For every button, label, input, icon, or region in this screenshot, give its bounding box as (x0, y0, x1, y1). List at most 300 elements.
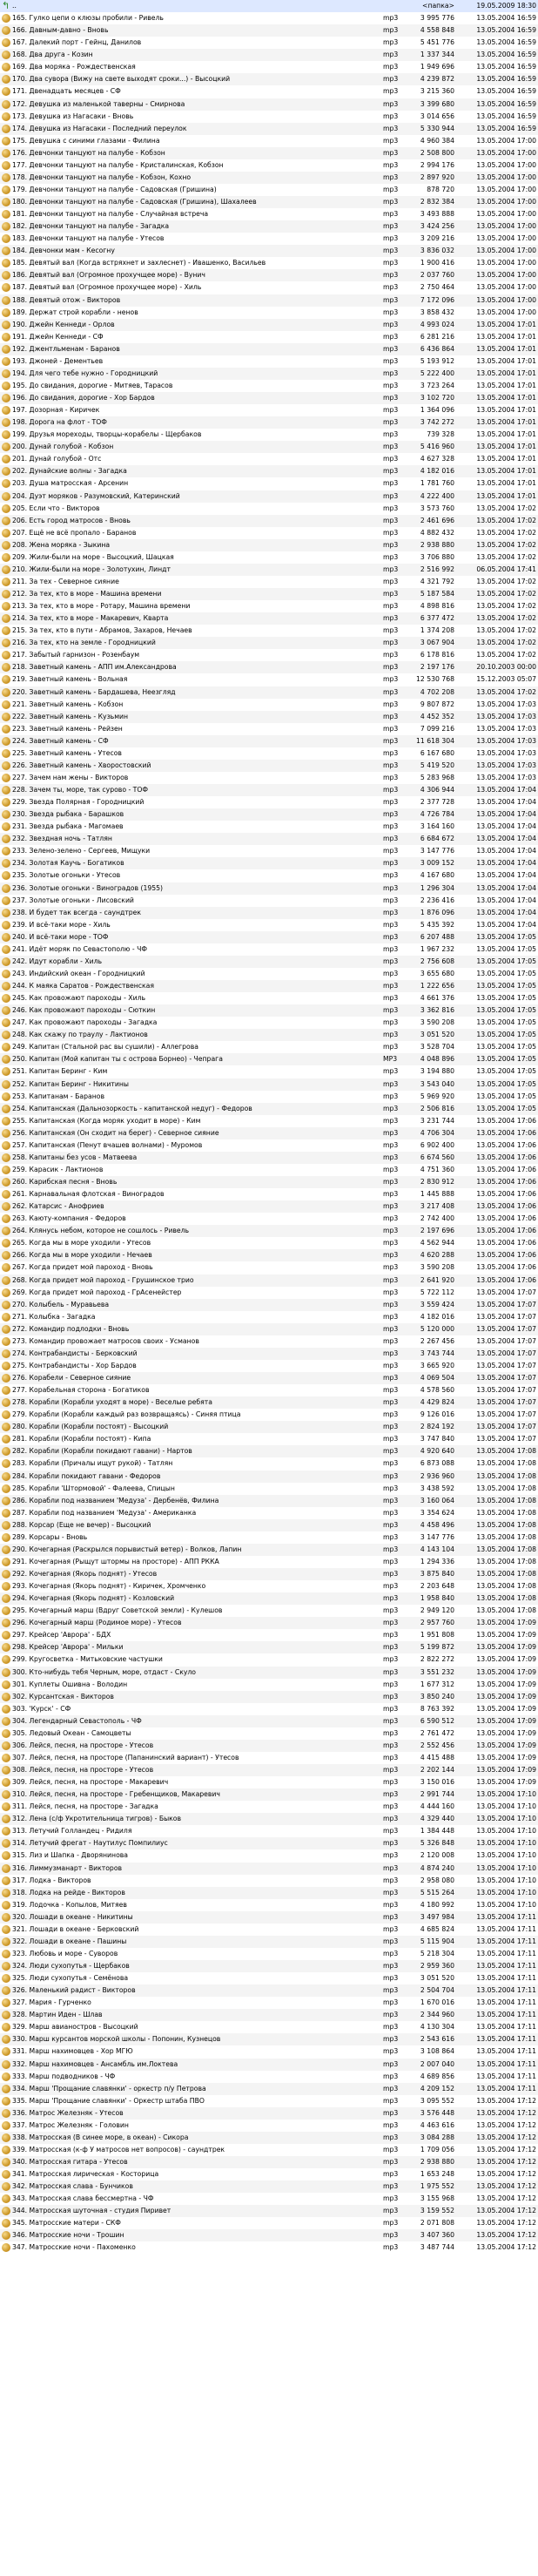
file-row[interactable] (0, 1188, 538, 1200)
file-date: 13.05.2004 17:11 (476, 1986, 536, 1995)
audio-file-icon (2, 835, 10, 843)
file-row[interactable] (0, 711, 538, 723)
file-row[interactable] (0, 2033, 538, 2045)
file-size: 6 873 088 (420, 1459, 454, 1468)
file-size: 1 781 760 (420, 479, 454, 488)
file-size: 3 160 064 (420, 1496, 454, 1504)
file-row[interactable] (0, 1323, 538, 1335)
file-ext: mp3 (383, 1778, 399, 1787)
file-row[interactable] (0, 1641, 538, 1653)
file-name: 298. Крейсер 'Аврора' - Мильки (12, 1643, 124, 1652)
audio-file-icon (2, 1521, 10, 1530)
file-row[interactable] (0, 111, 538, 123)
file-row[interactable] (0, 257, 538, 269)
file-name: 214. За тех, кто в море - Макаревич, Кварта (12, 614, 169, 623)
file-row[interactable] (0, 429, 538, 441)
file-date: 13.05.2004 17:05 (476, 1031, 536, 1039)
file-row[interactable] (0, 1849, 538, 1862)
file-row[interactable] (0, 1029, 538, 1041)
file-row[interactable] (0, 294, 538, 307)
file-row[interactable] (0, 968, 538, 980)
file-row[interactable] (0, 465, 538, 477)
file-row[interactable] (0, 2107, 538, 2120)
file-name: 319. Лодочка - Копылов, Митяев (12, 1900, 127, 1909)
file-row[interactable] (0, 2156, 538, 2168)
file-row[interactable] (0, 2217, 538, 2229)
file-row[interactable] (0, 1299, 538, 1311)
file-row[interactable] (0, 637, 538, 649)
file-ext: mp3 (383, 1288, 399, 1296)
file-date: 13.05.2004 16:59 (476, 63, 536, 71)
file-ext: mp3 (383, 1227, 399, 1235)
file-row[interactable] (0, 1703, 538, 1715)
file-row[interactable] (0, 1421, 538, 1433)
file-row[interactable] (0, 220, 538, 233)
file-size: 6 436 864 (420, 344, 454, 353)
file-ext: mp3 (383, 1128, 399, 1137)
file-row[interactable] (0, 1875, 538, 1887)
file-row[interactable] (0, 1629, 538, 1641)
file-row[interactable] (0, 172, 538, 184)
file-row[interactable] (0, 1311, 538, 1323)
file-row[interactable] (0, 1592, 538, 1605)
file-size: 6 167 680 (420, 748, 454, 757)
file-name: .. (12, 2, 17, 10)
file-row[interactable] (0, 1103, 538, 1115)
file-row[interactable] (0, 1017, 538, 1029)
file-date: 13.05.2004 17:08 (476, 1520, 536, 1529)
file-row[interactable] (0, 196, 538, 208)
file-row[interactable] (0, 1396, 538, 1409)
audio-file-icon (2, 1153, 10, 1162)
file-row[interactable] (0, 2071, 538, 2083)
file-row[interactable] (0, 1691, 538, 1703)
file-row[interactable] (0, 1445, 538, 1457)
file-row[interactable] (0, 343, 538, 355)
file-row[interactable] (0, 453, 538, 465)
file-date: 19.05.2009 18:30 (476, 2, 536, 10)
file-row[interactable] (0, 980, 538, 992)
audio-file-icon (2, 1018, 10, 1027)
file-row[interactable] (0, 1384, 538, 1396)
file-row[interactable] (0, 1433, 538, 1445)
file-size: 2 377 728 (420, 798, 454, 807)
file-row[interactable] (0, 796, 538, 808)
file-row[interactable] (0, 380, 538, 392)
file-name: 274. Контрабандисты - Берковский (12, 1349, 138, 1357)
file-row[interactable] (0, 331, 538, 343)
file-name: 172. Девушка из маленькой таверны - Смирнова (12, 99, 185, 108)
file-name: 209. Жили-были на море - Высоцкий, Шацкая (12, 552, 174, 561)
file-date: 13.05.2004 17:05 (476, 1092, 536, 1100)
file-row[interactable] (0, 1972, 538, 1984)
file-name: 330. Марш курсантов морской школы - Попонин, Кузнецов (12, 2035, 221, 2044)
file-row[interactable] (0, 833, 538, 845)
file-row[interactable] (0, 2193, 538, 2205)
file-name: 341. Матросская лирическая - Косторица (12, 2170, 159, 2179)
audio-file-icon (2, 443, 10, 451)
file-row[interactable] (0, 1091, 538, 1103)
audio-file-icon (2, 871, 10, 880)
file-row[interactable] (0, 1078, 538, 1091)
file-row[interactable] (0, 2021, 538, 2033)
file-row[interactable] (0, 1139, 538, 1152)
file-row[interactable] (0, 135, 538, 147)
file-ext: mp3 (383, 430, 399, 439)
file-row[interactable] (0, 723, 538, 735)
file-name: 181. Девчонки танцуют на палубе - Случайная встреча (12, 210, 209, 219)
file-ext: mp3 (383, 920, 399, 929)
file-row[interactable] (0, 477, 538, 490)
audio-file-icon (2, 333, 10, 341)
file-row[interactable] (0, 931, 538, 943)
file-name: 313. Летучий Голландец - Ридиля (12, 1827, 132, 1836)
file-row[interactable] (0, 1053, 538, 1065)
file-row[interactable] (0, 73, 538, 85)
file-row[interactable] (0, 1667, 538, 1679)
file-row[interactable] (0, 1531, 538, 1544)
file-ext: mp3 (383, 1496, 399, 1504)
file-size: 4 222 400 (420, 491, 454, 500)
file-row[interactable] (0, 441, 538, 453)
file-row[interactable] (0, 1997, 538, 2009)
file-row[interactable] (0, 245, 538, 257)
file-row[interactable] (0, 233, 538, 245)
file-row[interactable] (0, 2095, 538, 2107)
file-row[interactable] (0, 1164, 538, 1176)
file-row[interactable] (0, 992, 538, 1004)
file-row[interactable] (0, 2241, 538, 2254)
file-size: 2 071 808 (420, 2219, 454, 2228)
file-row[interactable] (0, 588, 538, 600)
parent-folder-row[interactable] (0, 0, 538, 12)
audio-file-icon (2, 1472, 10, 1481)
file-date: 13.05.2004 17:10 (476, 1802, 536, 1811)
file-row[interactable] (0, 747, 538, 760)
file-row[interactable] (0, 12, 538, 24)
file-row[interactable] (0, 1348, 538, 1360)
file-row[interactable] (0, 98, 538, 111)
file-date: 13.05.2004 17:07 (476, 1300, 536, 1308)
file-row[interactable] (0, 1495, 538, 1507)
file-row[interactable] (0, 24, 538, 37)
file-row[interactable] (0, 1213, 538, 1225)
file-row[interactable] (0, 600, 538, 612)
file-row[interactable] (0, 416, 538, 429)
file-date: 13.05.2004 17:10 (476, 1827, 536, 1836)
file-row[interactable] (0, 61, 538, 73)
file-row[interactable] (0, 760, 538, 772)
file-row[interactable] (0, 919, 538, 931)
file-row[interactable] (0, 1225, 538, 1237)
file-row[interactable] (0, 159, 538, 172)
audio-file-icon (2, 1362, 10, 1370)
file-size: 1 958 840 (420, 1594, 454, 1603)
file-row[interactable] (0, 661, 538, 673)
file-row[interactable] (0, 392, 538, 404)
audio-file-icon (2, 1374, 10, 1383)
file-row[interactable] (0, 1924, 538, 1936)
audio-file-icon (2, 1655, 10, 1664)
file-row[interactable] (0, 527, 538, 539)
file-row[interactable] (0, 1457, 538, 1470)
file-row[interactable] (0, 515, 538, 527)
file-row[interactable] (0, 612, 538, 625)
file-size: 8 763 392 (420, 1704, 454, 1713)
file-row[interactable] (0, 208, 538, 220)
audio-file-icon (2, 479, 10, 488)
file-row[interactable] (0, 907, 538, 919)
file-row[interactable] (0, 85, 538, 98)
file-row[interactable] (0, 1176, 538, 1188)
file-row[interactable] (0, 1152, 538, 1164)
file-size: 3 497 984 (420, 1912, 454, 1921)
file-row[interactable] (0, 576, 538, 588)
file-row[interactable] (0, 1041, 538, 1053)
file-row[interactable] (0, 1960, 538, 1972)
file-date: 13.05.2004 17:04 (476, 896, 536, 904)
file-row[interactable] (0, 895, 538, 907)
file-row[interactable] (0, 1715, 538, 1727)
file-row[interactable] (0, 2205, 538, 2217)
file-row[interactable] (0, 2009, 538, 2021)
file-date: 13.05.2004 17:06 (476, 1239, 536, 1247)
file-row[interactable] (0, 686, 538, 699)
file-row[interactable] (0, 2168, 538, 2180)
file-row[interactable] (0, 1887, 538, 1899)
file-row[interactable] (0, 281, 538, 294)
file-row[interactable] (0, 857, 538, 869)
file-date: 13.05.2004 17:05 (476, 944, 536, 953)
file-ext: mp3 (383, 1508, 399, 1517)
file-row[interactable] (0, 37, 538, 49)
file-date: 13.05.2004 17:08 (476, 1570, 536, 1578)
file-row[interactable] (0, 2229, 538, 2241)
file-row[interactable] (0, 184, 538, 196)
file-row[interactable] (0, 1801, 538, 1813)
file-row[interactable] (0, 1372, 538, 1384)
file-row[interactable] (0, 821, 538, 833)
file-row[interactable] (0, 2059, 538, 2071)
audio-file-icon (2, 1497, 10, 1505)
file-row[interactable] (0, 1261, 538, 1274)
audio-file-icon (2, 1313, 10, 1322)
file-ext: mp3 (383, 932, 399, 941)
file-row[interactable] (0, 368, 538, 380)
file-row[interactable] (0, 1274, 538, 1287)
file-row[interactable] (0, 1605, 538, 1617)
file-row[interactable] (0, 319, 538, 331)
file-ext: mp3 (383, 99, 399, 108)
file-date: 13.05.2004 17:11 (476, 1937, 536, 1945)
file-row[interactable] (0, 1065, 538, 1078)
audio-file-icon (2, 2207, 10, 2215)
audio-file-icon (2, 2035, 10, 2044)
file-row[interactable] (0, 869, 538, 882)
file-name: 168. Два друга - Козин (12, 51, 93, 59)
file-size: 1 296 304 (420, 883, 454, 892)
file-row[interactable] (0, 1727, 538, 1740)
file-name: 310. Лейся, песня, на просторе - Гребенщиков, Макаревич (12, 1790, 220, 1799)
file-row[interactable] (0, 355, 538, 368)
file-row[interactable] (0, 2083, 538, 2095)
file-row[interactable] (0, 1507, 538, 1519)
file-name: 246. Как провожают пароходы - Сюткин (12, 1006, 156, 1015)
file-date: 13.05.2004 17:03 (476, 724, 536, 733)
file-size: 2 344 960 (420, 2011, 454, 2019)
file-row[interactable] (0, 1788, 538, 1801)
file-name: 255. Капитанская (Когда моряк уходит в море) - Ким (12, 1116, 201, 1125)
file-row[interactable] (0, 1544, 538, 1556)
file-name: 183. Девчонки танцуют на палубе - Утесов (12, 234, 165, 243)
file-ext: mp3 (383, 1582, 399, 1591)
file-date: 13.05.2004 17:04 (476, 835, 536, 843)
file-row[interactable] (0, 1825, 538, 1837)
file-row[interactable] (0, 2180, 538, 2193)
file-row[interactable] (0, 1679, 538, 1691)
file-date: 13.05.2004 17:04 (476, 810, 536, 819)
file-row[interactable] (0, 1936, 538, 1948)
file-row[interactable] (0, 956, 538, 968)
file-name: 238. И будет так всегда - саундтрек (12, 908, 142, 916)
file-date: 13.05.2004 17:10 (476, 1888, 536, 1897)
file-row[interactable] (0, 1483, 538, 1495)
file-size: 3 850 240 (420, 1692, 454, 1700)
file-size: 11 618 304 (415, 736, 454, 745)
file-row[interactable] (0, 845, 538, 857)
file-date: 13.05.2004 17:12 (476, 2145, 536, 2153)
file-size: 4 874 240 (420, 1863, 454, 1872)
file-ext: mp3 (383, 1447, 399, 1456)
file-ext: mp3 (383, 112, 399, 120)
file-date: 13.05.2004 17:01 (476, 320, 536, 328)
file-name: 287. Корабли под названием 'Медуза' - Американка (12, 1508, 197, 1517)
file-row[interactable] (0, 1519, 538, 1531)
file-row[interactable] (0, 1653, 538, 1666)
file-row[interactable] (0, 2120, 538, 2132)
file-row[interactable] (0, 1200, 538, 1213)
file-row[interactable] (0, 1863, 538, 1875)
file-ext: mp3 (383, 320, 399, 328)
file-row[interactable] (0, 1776, 538, 1788)
file-date: 13.05.2004 17:08 (476, 1459, 536, 1468)
file-date: 13.05.2004 17:06 (476, 1202, 536, 1211)
file-row[interactable] (0, 503, 538, 515)
file-size: 3 590 208 (420, 1018, 454, 1027)
file-row[interactable] (0, 2132, 538, 2144)
file-row[interactable] (0, 1287, 538, 1299)
audio-file-icon (2, 1606, 10, 1615)
file-row[interactable] (0, 673, 538, 686)
file-row[interactable] (0, 882, 538, 895)
file-row[interactable] (0, 1911, 538, 1924)
file-size: 4 180 992 (420, 1900, 454, 1909)
file-row[interactable] (0, 551, 538, 564)
file-row[interactable] (0, 49, 538, 61)
file-row[interactable] (0, 1617, 538, 1629)
file-row[interactable] (0, 2045, 538, 2058)
file-row[interactable] (0, 1948, 538, 1960)
file-row[interactable] (0, 1580, 538, 1592)
file-date: 13.05.2004 17:03 (476, 761, 536, 769)
file-size: 3 706 880 (420, 552, 454, 561)
file-row[interactable] (0, 1115, 538, 1127)
audio-file-icon (2, 430, 10, 439)
file-size: 4 209 152 (420, 2084, 454, 2093)
file-size: 2 761 472 (420, 1728, 454, 1737)
file-row[interactable] (0, 1335, 538, 1348)
file-date: 13.05.2004 17:05 (476, 982, 536, 990)
file-row[interactable] (0, 625, 538, 637)
file-row[interactable] (0, 1752, 538, 1764)
file-row[interactable] (0, 943, 538, 956)
file-date: 13.05.2004 17:02 (476, 639, 536, 647)
file-row[interactable] (0, 1764, 538, 1776)
file-date: 13.05.2004 17:03 (476, 712, 536, 720)
file-size: 2 267 456 (420, 1336, 454, 1345)
file-name: 249. Капитан (Стальной рас вы сушили) - Аллегрова (12, 1043, 198, 1051)
file-name: 226. Заветный камень - Хворостовский (12, 761, 151, 769)
file-row[interactable] (0, 1984, 538, 1997)
file-row[interactable] (0, 307, 538, 319)
file-row[interactable] (0, 1837, 538, 1849)
file-row[interactable] (0, 1813, 538, 1825)
file-row[interactable] (0, 649, 538, 661)
file-name: 322. Лошади в океане - Пашины (12, 1937, 127, 1945)
file-row[interactable] (0, 1127, 538, 1139)
file-name: 312. Лена (с/ф Укротительница тигров) - Быков (12, 1815, 182, 1823)
file-row[interactable] (0, 1249, 538, 1261)
file-ext: mp3 (383, 651, 399, 659)
file-row[interactable] (0, 2144, 538, 2156)
file-row[interactable] (0, 539, 538, 551)
file-ext: mp3 (383, 2219, 399, 2228)
file-size: 3 147 776 (420, 847, 454, 855)
file-row[interactable] (0, 772, 538, 784)
file-date: 13.05.2004 17:09 (476, 1778, 536, 1787)
file-ext: mp3 (383, 124, 399, 132)
file-row[interactable] (0, 1360, 538, 1372)
file-row[interactable] (0, 699, 538, 711)
file-date: 13.05.2004 17:11 (476, 2035, 536, 2044)
file-row[interactable] (0, 1237, 538, 1249)
file-ext: mp3 (383, 2231, 399, 2240)
file-size: 6 178 816 (420, 651, 454, 659)
file-row[interactable] (0, 564, 538, 576)
file-row[interactable] (0, 808, 538, 821)
file-row[interactable] (0, 1471, 538, 1483)
file-row[interactable] (0, 1556, 538, 1568)
file-row[interactable] (0, 1740, 538, 1752)
file-row[interactable] (0, 735, 538, 747)
file-row[interactable] (0, 1409, 538, 1421)
file-row[interactable] (0, 490, 538, 503)
file-size: 4 661 376 (420, 994, 454, 1003)
file-date: 13.05.2004 17:11 (476, 2047, 536, 2056)
file-row[interactable] (0, 404, 538, 416)
file-row[interactable] (0, 1899, 538, 1911)
file-row[interactable] (0, 123, 538, 135)
file-row[interactable] (0, 147, 538, 159)
file-row[interactable] (0, 269, 538, 281)
file-row[interactable] (0, 1568, 538, 1580)
audio-file-icon (2, 749, 10, 758)
file-row[interactable] (0, 1004, 538, 1017)
file-name: 231. Звезда рыбака - Магомаев (12, 822, 124, 831)
file-row[interactable] (0, 784, 538, 796)
file-ext: mp3 (383, 2207, 399, 2215)
file-name: 268. Когда придет мой пароход - Грушинское трио (12, 1275, 194, 1284)
